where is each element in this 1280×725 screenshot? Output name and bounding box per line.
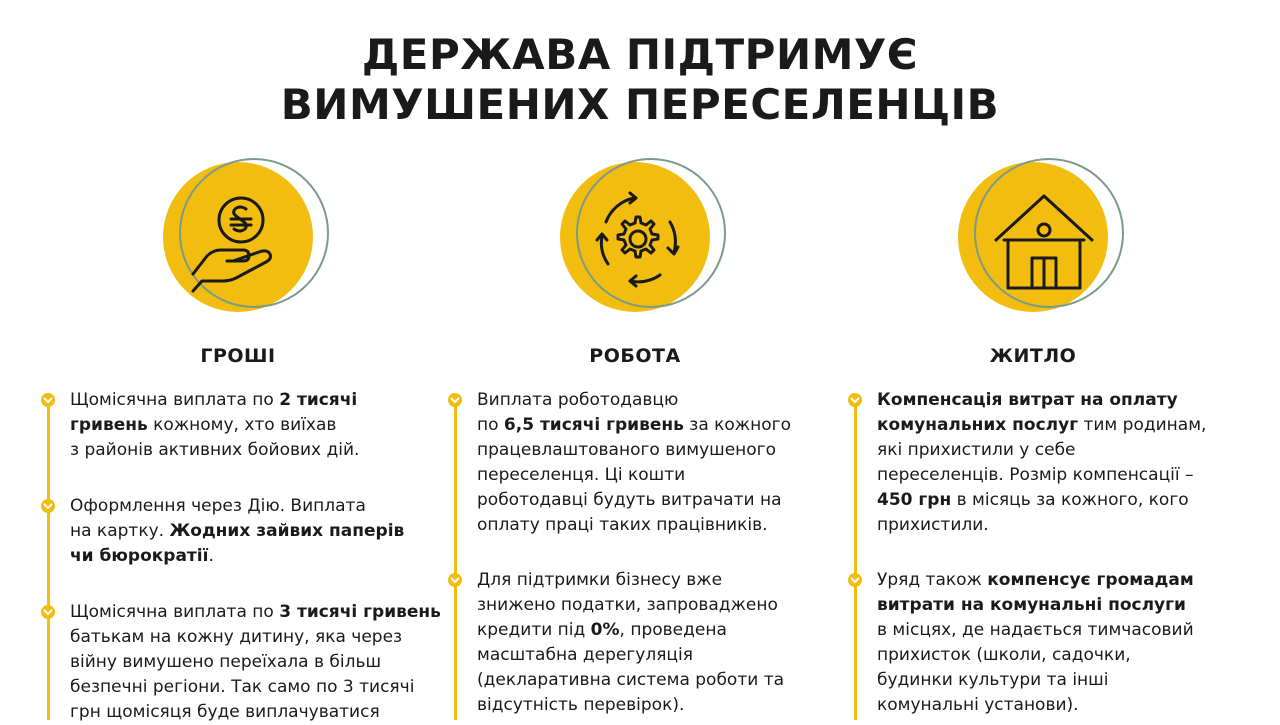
paragraph-line xyxy=(477,513,791,538)
text: за кожного xyxy=(683,415,791,435)
text: будинки культури та інші xyxy=(877,670,1109,690)
text: батькам на кожну дитину, яка через xyxy=(70,627,403,647)
text: . xyxy=(208,546,214,566)
paragraph-line xyxy=(70,625,441,650)
paragraph-line xyxy=(477,668,784,693)
paragraph-line xyxy=(70,600,441,625)
paragraph-line xyxy=(477,593,784,618)
text: війну вимушено переїхала в більш xyxy=(70,652,382,672)
heading-housing: ЖИТЛО xyxy=(989,345,1077,367)
paragraph-line xyxy=(477,388,791,413)
column-housing xyxy=(840,0,1280,720)
paragraph-line xyxy=(477,488,791,513)
paragraph-line xyxy=(477,568,784,593)
timeline-line xyxy=(47,404,50,720)
text: кредити під xyxy=(477,620,591,640)
bold-text: комунальних послуг xyxy=(877,415,1079,435)
paragraph-line xyxy=(877,693,1194,718)
column-money xyxy=(0,0,441,722)
paragraph-line xyxy=(877,438,1206,463)
text: відсутність перевірок). xyxy=(477,695,685,715)
bold-text: Компенсація витрат на оплату xyxy=(877,390,1178,410)
text: знижено податки, запроваджено xyxy=(477,595,778,615)
paragraph-line xyxy=(877,513,1206,538)
bullet-paragraph xyxy=(70,600,441,725)
text: масштабна дерегуляція xyxy=(477,645,693,665)
paragraph-line xyxy=(70,438,359,463)
text: кожному, хто виїхав xyxy=(147,415,337,435)
paragraph-line xyxy=(877,643,1194,668)
text: по xyxy=(477,415,504,435)
money-icon-badge xyxy=(163,162,333,312)
column-work xyxy=(420,0,840,720)
text: на картку. xyxy=(70,521,170,541)
paragraph-line xyxy=(70,494,404,519)
bullet-check-icon xyxy=(40,498,56,514)
paragraph-line xyxy=(477,693,784,718)
bold-text: витрати на комунальні послуги xyxy=(877,595,1186,615)
page-title-line-1: ДЕРЖАВА ПІДТРИМУЄ xyxy=(361,30,919,79)
text: переселенців. Розмір компенсації – xyxy=(877,465,1194,485)
hand-hryvnia-coin-icon xyxy=(163,162,313,312)
paragraph-line xyxy=(877,388,1206,413)
paragraph-line xyxy=(70,413,359,438)
paragraph-line xyxy=(477,413,791,438)
bold-text: Жодних зайвих паперів xyxy=(169,521,405,541)
text: переселенця. Ці кошти xyxy=(477,465,686,485)
heading-money: ГРОШІ xyxy=(200,345,276,367)
text: Оформлення через Дію. Виплата xyxy=(70,496,366,516)
text: в місцях, де надається тимчасовий xyxy=(877,620,1194,640)
text: (декларативна система роботи та xyxy=(477,670,785,690)
bullet-paragraph xyxy=(70,494,404,569)
text: Для підтримки бізнесу вже xyxy=(477,570,723,590)
paragraph-line xyxy=(70,519,404,544)
text: з районів активних бойових дій. xyxy=(70,440,360,460)
paragraph-line xyxy=(877,568,1194,593)
text: грн щомісяця буде виплачуватися xyxy=(70,702,380,722)
bullet-check-icon xyxy=(40,604,56,620)
bold-text: компенсує громадам xyxy=(987,570,1194,590)
bold-text: 2 тисячі xyxy=(279,390,358,410)
paragraph-line xyxy=(70,675,441,700)
page-title-line-2: ВИМУШЕНИХ ПЕРЕСЕЛЕНЦІВ xyxy=(280,80,1000,129)
timeline-line xyxy=(854,404,857,720)
bold-text: 450 грн xyxy=(877,490,952,510)
text: які прихистили у себе xyxy=(877,440,1076,460)
bullet-paragraph xyxy=(70,388,359,463)
text: прихисток (школи, садочки, xyxy=(877,645,1131,665)
paragraph-line xyxy=(477,643,784,668)
bullet-paragraph xyxy=(877,388,1206,538)
bullet-check-icon xyxy=(847,392,863,408)
paragraph-line xyxy=(477,463,791,488)
bullet-check-icon xyxy=(447,392,463,408)
text: комунальні установи). xyxy=(877,695,1079,715)
paragraph-line xyxy=(877,488,1206,513)
heading-work: РОБОТА xyxy=(589,345,681,367)
text: Виплата роботодавцю xyxy=(477,390,679,410)
text: в місяць за кожного, кого xyxy=(951,490,1189,510)
text: безпечні регіони. Так само по 3 тисячі xyxy=(70,677,415,697)
paragraph-line xyxy=(70,650,441,675)
text: Щомісячна виплата по xyxy=(70,602,280,622)
text: прихистили. xyxy=(877,515,989,535)
text: працевлаштованого вимушеного xyxy=(477,440,777,460)
paragraph-line xyxy=(877,593,1194,618)
paragraph-line xyxy=(877,413,1206,438)
paragraph-line xyxy=(70,544,404,569)
bullet-paragraph xyxy=(477,388,791,538)
text: тим родинам, xyxy=(1078,415,1207,435)
bullet-paragraph xyxy=(877,568,1194,718)
text: Уряд також xyxy=(877,570,988,590)
paragraph-line xyxy=(70,700,441,725)
paragraph-line xyxy=(877,668,1194,693)
bullet-check-icon xyxy=(847,572,863,588)
text: , проведена xyxy=(619,620,727,640)
bold-text: 3 тисячі гривень xyxy=(279,602,441,622)
text: оплату праці таких працівників. xyxy=(477,515,768,535)
text: роботодавці будуть витрачати на xyxy=(477,490,782,510)
bold-text: чи бюрократії xyxy=(70,546,209,566)
bullet-check-icon xyxy=(447,572,463,588)
bullet-check-icon xyxy=(40,392,56,408)
paragraph-line xyxy=(477,618,784,643)
bold-text: 0% xyxy=(590,620,620,640)
text: Щомісячна виплата по xyxy=(70,390,280,410)
paragraph-line xyxy=(877,618,1194,643)
paragraph-line xyxy=(877,463,1206,488)
bold-text: 6,5 тисячі гривень xyxy=(503,415,684,435)
bold-text: гривень xyxy=(70,415,148,435)
gear-cycle-icon xyxy=(560,162,710,312)
work-icon-badge xyxy=(560,162,730,312)
housing-icon-badge xyxy=(958,162,1128,312)
timeline-line xyxy=(454,404,457,720)
paragraph-line xyxy=(477,438,791,463)
bullet-paragraph xyxy=(477,568,784,718)
paragraph-line xyxy=(70,388,359,413)
house-icon xyxy=(958,162,1108,312)
